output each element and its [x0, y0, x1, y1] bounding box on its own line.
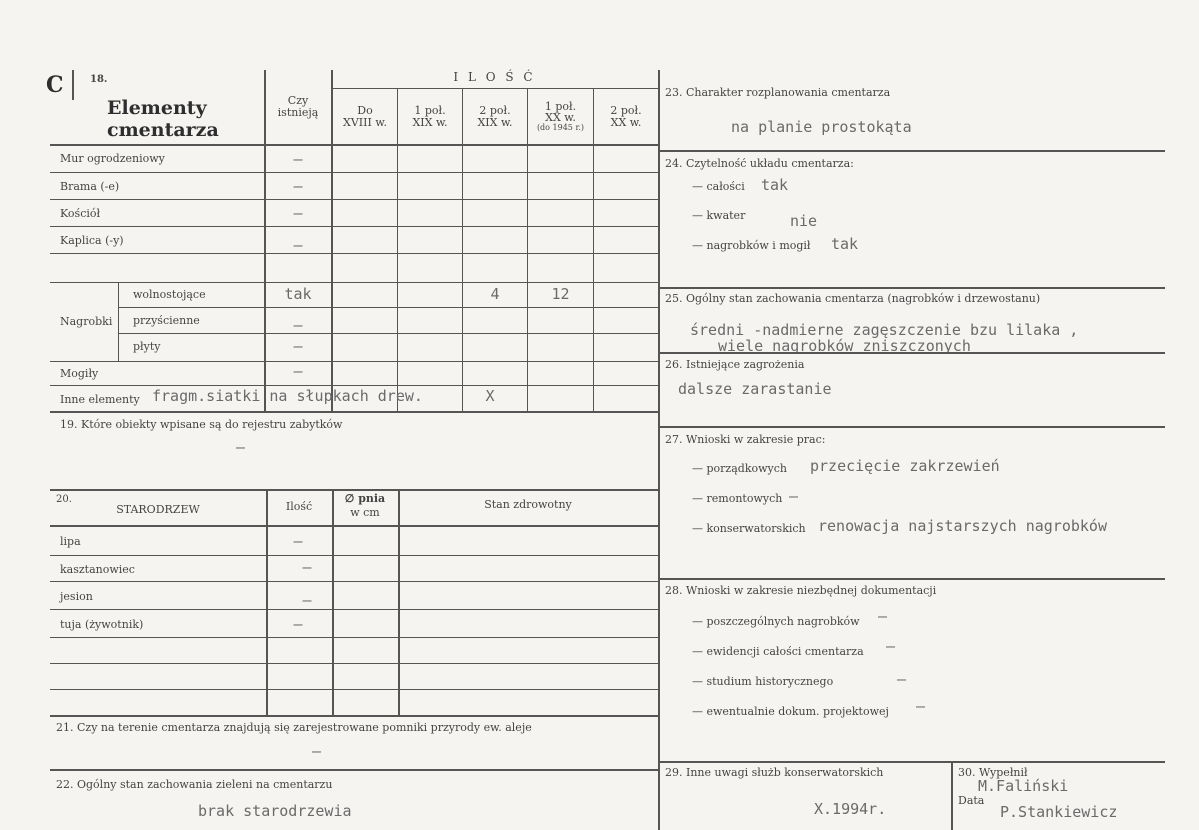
- question-28-answer-history: –: [897, 670, 907, 688]
- row-exists-gate: –: [293, 177, 303, 195]
- question-26-answer: dalsze zarastanie: [678, 380, 832, 398]
- question-27-item-conservation: — konserwatorskich: [692, 522, 806, 535]
- tree-quantity-ash: –: [302, 591, 312, 609]
- question-28-answer-graves: –: [878, 607, 888, 625]
- question-22-label: 22. Ogólny stan zachowania zieleni na cmentarzu: [56, 778, 333, 791]
- trees-col-diameter: ∅ pnia: [344, 492, 386, 505]
- row-label-other: Inne elementy: [60, 393, 140, 406]
- question-22-answer: brak starodrzewia: [198, 802, 352, 820]
- table-divider: [527, 88, 528, 411]
- table-divider: [593, 88, 594, 411]
- freestanding-19c-2nd-half: 4: [490, 285, 500, 303]
- row-label-freestanding: wolnostojące: [133, 288, 206, 301]
- section-letter-divider: [72, 70, 74, 100]
- section-line: [660, 352, 1165, 354]
- table-row-line: [50, 385, 658, 386]
- tree-label-ash: jesion: [60, 590, 93, 603]
- row-exists-chapel: –: [293, 236, 303, 254]
- column-header-exists: Czy istnieją: [277, 94, 319, 119]
- row-exists-wall-mounted: –: [293, 316, 303, 334]
- question-26-label: 26. Istniejące zagrożenia: [665, 358, 805, 371]
- period-5-line1: 2 poł.: [610, 104, 642, 117]
- table-bottom-line: [50, 411, 658, 413]
- trees-row-line: [50, 663, 658, 664]
- question-28-answer-design: –: [916, 697, 926, 715]
- period-1-line1: Do: [357, 104, 373, 117]
- table-divider: [462, 88, 463, 411]
- question-24-answer-graves: tak: [831, 235, 859, 253]
- row-value-other: fragm.siatki na słupkach drew.: [152, 387, 423, 405]
- table-row-line: [50, 282, 658, 283]
- section-divider: [951, 761, 953, 830]
- freestanding-20c-1st-half: 12: [551, 285, 570, 303]
- question-19-label: 19. Które obiekty wpisane są do rejestru zabytków: [60, 418, 343, 431]
- trees-title: STARODRZEW: [116, 503, 200, 516]
- trees-row-line: [50, 555, 658, 556]
- tree-quantity-linden: –: [293, 532, 303, 550]
- period-3-line1: 2 poł.: [479, 104, 511, 117]
- row-label-wall-mounted: przyścienne: [133, 314, 200, 327]
- table-row-line: [118, 333, 658, 334]
- trees-col-health: Stan zdrowotny: [484, 498, 572, 511]
- question-23-label: 23. Charakter rozplanowania cmentarza: [665, 86, 891, 99]
- question-24-item-whole: — całości: [692, 180, 745, 193]
- question-28-answer-records: –: [886, 637, 896, 655]
- table-title-line1: Elementy: [107, 97, 207, 119]
- question-23-answer: na planie prostokąta: [731, 118, 912, 136]
- question-25-answer-line1: średni -nadmierne zagęszczenie bzu lilaka ,: [690, 321, 1079, 339]
- question-21-label: 21. Czy na terenie cmentarza znajdują się zarejestrowane pomniki przyrody ew. aleje: [56, 721, 532, 734]
- trees-table-header-bottom: [50, 525, 658, 527]
- tree-label-linden: lipa: [60, 535, 81, 548]
- filled-by-name: M.Faliński: [978, 777, 1069, 795]
- period-4-line2: XX w.: [545, 111, 576, 124]
- row-label-gravestones: Nagrobki: [60, 315, 113, 328]
- table-row-line: [50, 226, 658, 227]
- question-27-answer-cleanup: przecięcie zakrzewień: [810, 457, 1000, 475]
- period-5-line2: XX w.: [610, 116, 642, 129]
- question-28-item-records: — ewidencji całości cmentarza: [692, 645, 864, 658]
- row-exists-mounds: –: [293, 362, 303, 380]
- question-27-answer-repair: –: [789, 487, 799, 505]
- question-27-item-cleanup: — porządkowych: [692, 462, 787, 475]
- table-header-line: [331, 88, 658, 89]
- checked-by-name: P.Stankiewicz: [1000, 803, 1118, 821]
- question-27-item-repair: — remontowych: [692, 492, 783, 505]
- row-label-slabs: płyty: [133, 340, 161, 353]
- trees-row-line: [50, 581, 658, 582]
- page-center-divider: [658, 70, 660, 830]
- question-28-item-graves: — poszczególnych nagrobków: [692, 615, 860, 628]
- table-row-line: [50, 172, 658, 173]
- question-21-answer: –: [312, 742, 322, 760]
- table-header-bottom: [50, 144, 658, 146]
- trees-table-divider: [398, 489, 400, 715]
- question-19-answer: –: [236, 438, 246, 456]
- section-line: [660, 761, 1165, 763]
- section-line: [660, 578, 1165, 580]
- question-25-label: 25. Ogólny stan zachowania cmentarza (nagrobków i drzewostanu): [665, 292, 1041, 305]
- row-exists-church: –: [293, 204, 303, 222]
- trees-table-top: [50, 489, 658, 491]
- question-24-item-sections: — kwater: [692, 209, 746, 222]
- row-label-church: Kościół: [60, 207, 101, 220]
- question-24-label: 24. Czytelność układu cmentarza:: [665, 157, 854, 170]
- row-label-wall: Mur ogrodzeniowy: [60, 152, 165, 165]
- section-line: [660, 426, 1165, 428]
- row-label-chapel: Kaplica (-y): [60, 234, 124, 247]
- row-label-mounds: Mogiły: [60, 367, 99, 380]
- section-letter: C: [46, 72, 64, 98]
- question-27-answer-conservation: renowacja najstarszych nagrobków: [818, 517, 1107, 535]
- table-row-line: [50, 361, 658, 362]
- period-4-line1: 1 poł.: [544, 100, 577, 113]
- section-line: [50, 769, 658, 771]
- tree-label-thuja: tuja (żywotnik): [60, 618, 144, 631]
- question-24-answer-sections: nie: [790, 212, 818, 230]
- row-exists-wall: –: [293, 150, 303, 168]
- question-30-label: 30. Wypełnił: [958, 766, 1028, 779]
- section-line: [660, 150, 1165, 152]
- trees-row-line: [50, 609, 658, 610]
- question-28-item-history: — studium historycznego: [692, 675, 834, 688]
- table-title-line2: cmentarza: [107, 119, 219, 141]
- row-label-gate: Brama (-e): [60, 180, 120, 193]
- table-divider: [118, 282, 119, 361]
- trees-number: 20.: [56, 494, 72, 505]
- table-divider: [397, 88, 398, 411]
- trees-col-quantity: Ilość: [285, 500, 313, 513]
- period-1-line2: XVIII w.: [343, 116, 387, 129]
- row-exists-freestanding: tak: [284, 285, 312, 303]
- question-28-label: 28. Wnioski w zakresie niezbędnej dokumentacji: [665, 584, 937, 597]
- table-row-line: [50, 253, 658, 254]
- question-29-label: 29. Inne uwagi służb konserwatorskich: [665, 766, 884, 779]
- table-row-line: [50, 199, 658, 200]
- table-row-line: [118, 307, 658, 308]
- question-27-label: 27. Wnioski w zakresie prac:: [665, 433, 826, 446]
- row-exists-slabs: –: [293, 337, 303, 355]
- date-label: Data: [958, 794, 985, 807]
- trees-col-diameter-unit: w cm: [350, 506, 380, 519]
- section-line: [660, 287, 1165, 289]
- period-3-line2: XIX w.: [477, 116, 513, 129]
- trees-row-line: [50, 689, 658, 690]
- question-24-answer-whole: tak: [761, 176, 789, 194]
- period-4-line3: (do 1945 r.): [536, 123, 585, 132]
- tree-label-chestnut: kasztanowiec: [60, 563, 135, 576]
- tree-quantity-thuja: –: [293, 615, 303, 633]
- trees-row-line: [50, 637, 658, 638]
- trees-table-bottom: [50, 715, 658, 717]
- question-25-answer-line2: wiele nagrobków zniszczonych: [718, 337, 971, 355]
- question-29-date: X.1994r.: [814, 800, 887, 818]
- period-2-line1: 1 poł.: [414, 104, 446, 117]
- period-2-line2: XIX w.: [412, 116, 448, 129]
- column-header-quantity: I L O Ś Ć: [453, 70, 536, 84]
- tree-quantity-chestnut: –: [302, 558, 312, 576]
- section-number: 18.: [90, 74, 108, 85]
- question-24-item-graves: — nagrobków i mogił: [692, 239, 811, 252]
- question-28-item-design: — ewentualnie dokum. projektowej: [692, 705, 889, 718]
- row-mark-other: X: [485, 387, 495, 405]
